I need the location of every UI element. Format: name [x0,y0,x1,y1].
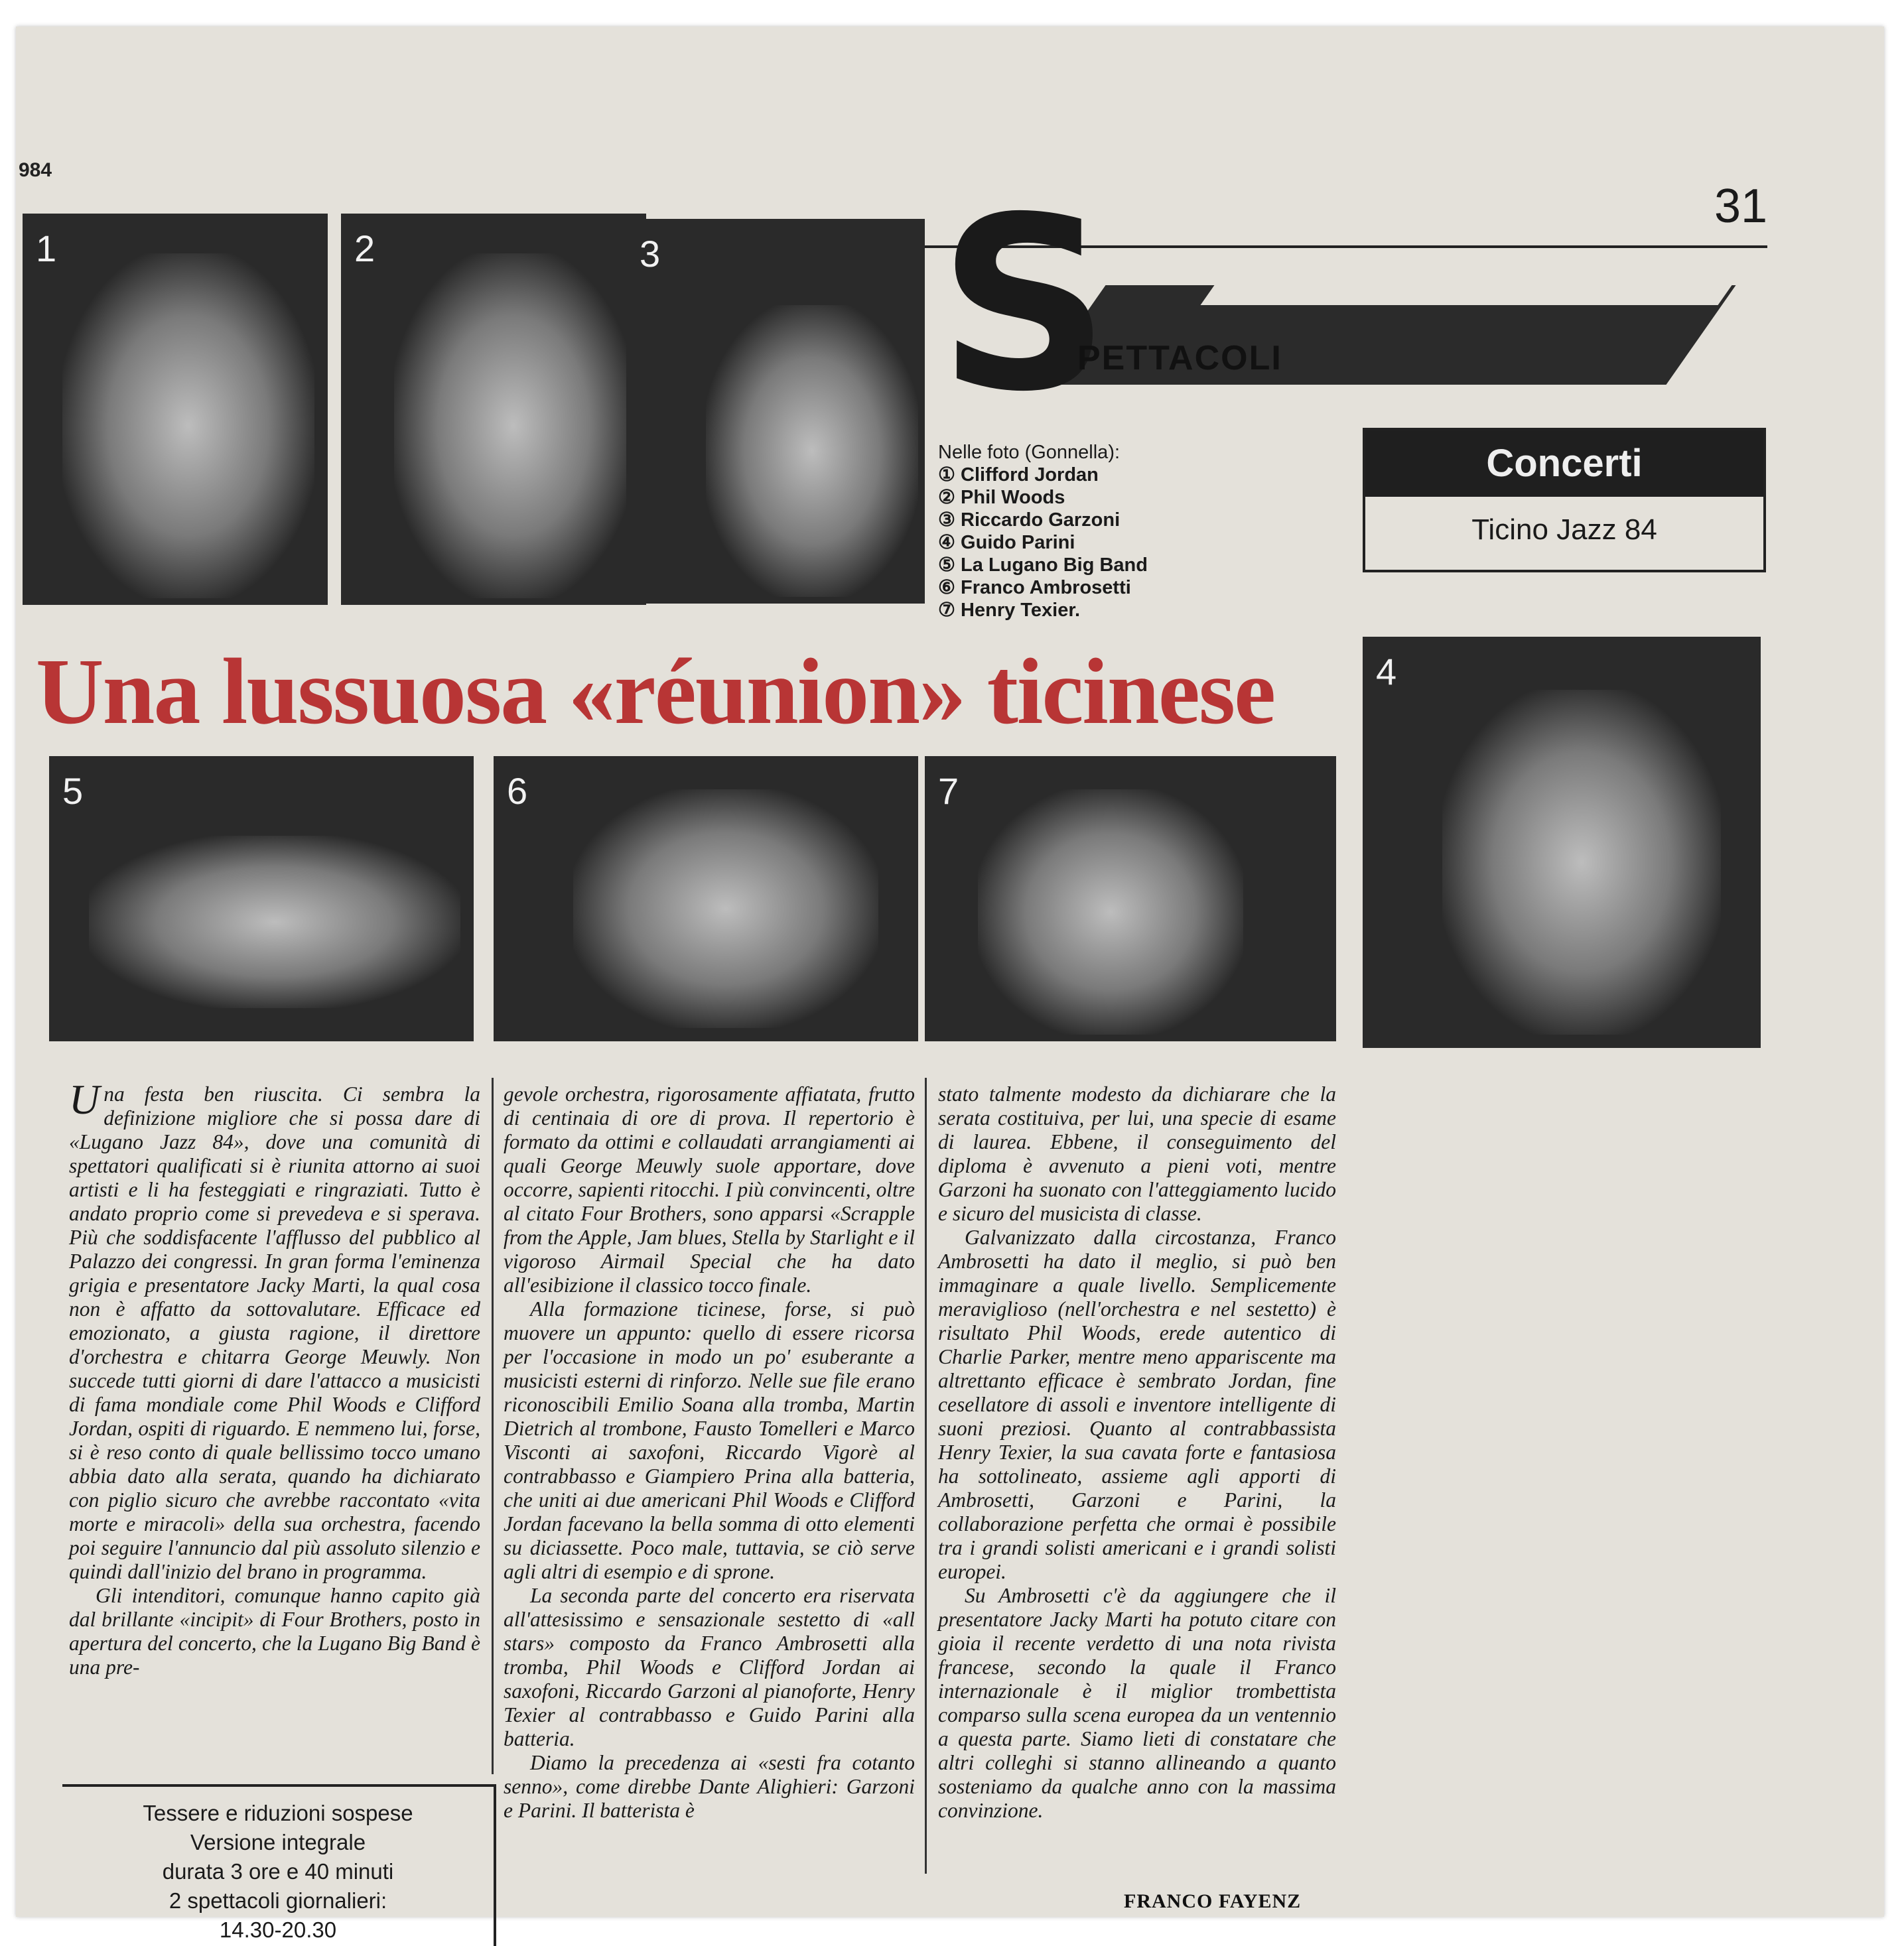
concerti-box [1363,428,1766,572]
article-column-3 [938,1082,1336,1823]
photo-1-number: 1 [36,227,57,269]
page-number: 31 [1714,180,1768,233]
ticket-info-line: 2 spettacoli giornalieri: [169,1888,387,1913]
article-column-2 [504,1082,915,1823]
photo-captions [938,441,1148,621]
photo-6 [494,756,918,1041]
concerti-subtitle: Ticino Jazz 84 [1471,513,1657,546]
captions-lead: Nelle foto (Gonnella): [938,442,1121,463]
photo-1-figure [62,253,314,598]
page-year-fragment: 984 [19,159,52,181]
photo-1 [23,214,328,605]
photo-5 [49,756,474,1041]
section-initial: S [938,166,1111,444]
article-column-1 [69,1076,480,1679]
article-paragraph-text: na festa ben riuscita. Ci sembra la definizione migliore che si possa dare di «Lugano Jazz 84», dove una comunità di spettatori qualificati si è riunita attorno ai suoi artisti e li ha festeggiati e ringraziati. Tutto è andato proprio come si prevedeva e si sperava. Più che soddisfacente l'afflusso del pubblico al Palazzo dei congressi. In gran forma l'eminenza grigia e presentatore Jacky Marti, la qual cosa non è affatto da sottovalutare. Efficace ed emozionato, a giusta ragione, il direttore d'orchestra e chitarra George Meuwly. Non succede tutti giorni di dare l'attacco a musicisti di fama mondiale come Phil Woods e Clifford Jordan, ospiti di riguardo. E nemmeno lui, forse, si è reso conto di quale bellissimo tocco umano abbia dato alla serata, quando ha dichiarato con piglio sicuro che avrebbe raccontato «vita morte e miracoli» della sua orchestra, facendo poi seguire l'annuncio dal più assoluto silenzio e quindi dall'inizio del brano in programma. [69,1082,480,1583]
photo-3 [626,219,925,604]
ticket-info-line: 14.30-20.30 [219,1917,337,1942]
photo-4-number: 4 [1376,651,1397,692]
article-paragraph: gevole orchestra, rigorosamente affiatata, frutto di centinaia di ore di prova. Il repertorio è formato da ottimi e collaudati arrangiamenti ai quali George Meuwly suole apportare, dove occorre, sapienti ritocchi. I più convincenti, oltre al citato Four Brothers, sono apparsi «Scrapple from the Apple, Jam blues, Stella by Starlight e il vigoroso Airmail Special che ha dato all'esibizione il classico tocco finale. [504,1082,915,1297]
photo-5-number: 5 [62,770,84,812]
banner-light-stripe [1200,259,1750,305]
article-paragraph: Gli intenditori, comunque hanno capito già dal brillante «incipit» di Four Brothers, posto in apertura del concerto, che la Lugano Big Band è una pre- [69,1584,480,1679]
photo-7-figure [978,789,1243,1035]
article-paragraph: Galvanizzato dalla circostanza, Franco Ambrosetti ha dato il meglio, si può ben immaginare a quale livello. Semplicemente meraviglioso (nell'orchestra e nel sestetto) è risultato Phil Woods, erede autentico di Charlie Parker, mentre meno appariscente ma altrettanto efficace è sembrato Jordan, fine cesellatore di assoli e inventore intelligente di suoni preziosi. Quanto al contrabbassista Henry Texier, la sua cavata forte e fantasiosa ha sottolineato, assieme agli apporti di Ambrosetti, Garzoni e Parini, la collaborazione perfetta che ormai è possibile tra i grandi solisti americani e i grandi solisti europei. [938,1226,1336,1583]
photo-6-figure [573,789,878,1028]
caption-item: ⑤ La Lugano Big Band [938,554,1148,576]
concerti-title: Concerti [1365,430,1763,497]
photo-4-figure [1442,690,1721,1035]
caption-item: ⑦ Henry Texier. [938,600,1081,621]
ticket-info-line: durata 3 ore e 40 minuti [162,1859,394,1884]
ticket-info-box [62,1784,496,1946]
photo-2-number: 2 [354,227,375,269]
article-paragraph: Alla formazione ticinese, forse, si può muovere un appunto: quello di essere ricorsa per l'occasione in modo un po' esuberante a musicisti esterni di rinforzo. Nelle sue file erano riconoscibili Emilio Soana alla tromba, Martin Dietrich al trombone, Fausto Tomelleri e Marco Visconti ai saxofoni, Riccardo Vigorè al contrabbasso e Giampiero Prina alla batteria, che uniti ai due americani Phil Woods e Clifford Jordan facevano la bella somma di otto elementi su diciassette. Poco male, tuttavia, se ciò serve agli altri di esempio e di sprone. [504,1297,915,1583]
caption-item: ③ Riccardo Garzoni [938,509,1121,531]
ticket-info-line: Versione integrale [190,1830,366,1854]
photo-4 [1363,637,1761,1048]
photo-6-number: 6 [507,770,528,812]
column-divider [492,1078,494,1774]
ticket-info-line: Tessere e riduzioni sospese [143,1801,413,1825]
drop-cap: U [69,1076,100,1123]
column-divider [925,1078,927,1874]
photo-7 [925,756,1336,1041]
section-title: PETTACOLI [1077,339,1282,377]
photo-3-figure [706,305,918,597]
photo-7-number: 7 [938,770,959,812]
caption-item: ⑥ Franco Ambrosetti [938,577,1131,598]
photo-5-figure [89,836,460,1008]
article-paragraph [69,1076,480,1584]
newspaper-clipping [16,27,1884,1942]
article-paragraph: La seconda parte del concerto era riservata all'attesissimo e sensazionale sestetto di «all stars» composto da Franco Ambrosetti alla tromba, Phil Woods e Clifford Jordan ai saxofoni, Riccardo Garzoni al pianoforte, Henry Texier al contrabbasso e Guido Parini alla batteria. [504,1584,915,1750]
caption-item: ② Phil Woods [938,487,1065,508]
article-paragraph: stato talmente modesto da dichiarare che la serata costituiva, per lui, una specie di esame di laurea. Ebbene, il conseguimento del diploma è avvenuto a pieni voti, mentre Garzoni ha suonato con l'atteggiamento lucido e sicuro del musicista di classe. [938,1082,1336,1225]
photo-2 [341,214,646,605]
caption-item: ① Clifford Jordan [938,464,1099,486]
headline: Una lussuosa «réunion» ticinese [36,639,1275,744]
article-paragraph: Su Ambrosetti c'è da aggiungere che il presentatore Jacky Marti ha potuto citare con gioia il recente verdetto di una nota rivista francese, secondo la quale il Franco internazionale è il miglior trombettista comparso sulla scena europea da un ventennio a questa parte. Siamo lieti di constatare che altri colleghi si stanno allineando a quanto sosteniamo da qualche anno con la massima convinzione. [938,1584,1336,1822]
article-paragraph: Diamo la precedenza ai «sesti fra cotanto senno», come direbbe Dante Alighieri: Garzoni e Parini. Il batterista è [504,1751,915,1822]
photo-2-figure [394,253,633,598]
caption-item: ④ Guido Parini [938,532,1075,553]
photo-3-number: 3 [640,233,661,275]
author-signature: FRANCO FAYENZ [1124,1890,1302,1912]
